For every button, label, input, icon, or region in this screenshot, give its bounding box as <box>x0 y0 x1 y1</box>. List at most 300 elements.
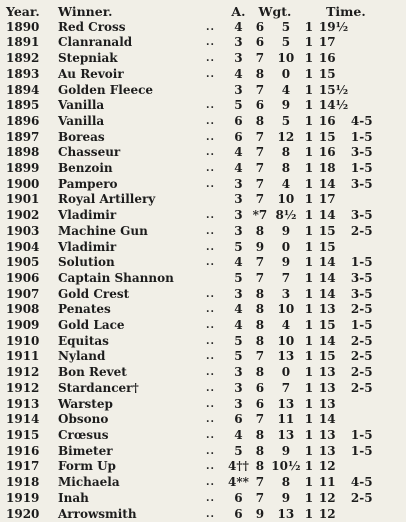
year-cell: 1910 <box>4 334 58 350</box>
time-minutes-cell: 1 <box>301 224 317 240</box>
time-minutes-cell: 1 <box>301 51 317 67</box>
time-minutes-cell: 1 <box>301 35 317 51</box>
table-row <box>4 130 391 146</box>
age-cell: 4 <box>228 145 249 161</box>
winner-cell: Red Cross <box>58 20 206 36</box>
weight-stone-cell: *7 <box>249 208 271 224</box>
year-cell: 1919 <box>4 491 58 507</box>
age-cell: 4 <box>228 67 249 83</box>
time-seconds-cell: 13 <box>317 302 351 318</box>
time-seconds-cell: 15 <box>317 349 351 365</box>
weight-pounds-cell: 4 <box>271 318 301 334</box>
year-cell: 1905 <box>4 255 58 271</box>
table-row <box>4 240 391 256</box>
winner-cell: Vanilla <box>58 114 206 130</box>
time-seconds-cell: 17 <box>317 35 351 51</box>
starting-price-cell <box>351 412 391 428</box>
weight-stone-cell: 7 <box>249 192 271 208</box>
leader-dots: .. <box>206 444 228 460</box>
winner-cell: Form Up <box>58 459 206 475</box>
weight-pounds-cell: 4 <box>271 177 301 193</box>
age-cell: 3 <box>228 208 249 224</box>
weight-pounds-cell: 13 <box>271 507 301 522</box>
weight-pounds-cell: 9 <box>271 444 301 460</box>
age-cell: 4** <box>228 475 249 491</box>
age-cell: 3 <box>228 397 249 413</box>
weight-pounds-cell: 9 <box>271 224 301 240</box>
weight-stone-cell: 7 <box>249 271 271 287</box>
starting-price-cell: 1-5 <box>351 255 391 271</box>
table-row <box>4 208 391 224</box>
leader-dots: .. <box>206 51 228 67</box>
time-minutes-cell: 1 <box>301 145 317 161</box>
leader-dots: .. <box>206 224 228 240</box>
leader-dots: .. <box>206 428 228 444</box>
time-minutes-cell: 1 <box>301 20 317 36</box>
weight-stone-cell: 8 <box>249 287 271 303</box>
weight-stone-cell: 7 <box>249 491 271 507</box>
age-cell: 3 <box>228 192 249 208</box>
weight-pounds-cell: 9 <box>271 255 301 271</box>
leader-dots: .. <box>206 318 228 334</box>
year-cell: 1895 <box>4 98 58 114</box>
time-minutes-cell: 1 <box>301 287 317 303</box>
year-cell: 1917 <box>4 459 58 475</box>
time-seconds-cell: 19½ <box>317 20 351 36</box>
time-minutes-cell: 1 <box>301 255 317 271</box>
winner-cell: Warstep <box>58 397 206 413</box>
time-seconds-cell: 11 <box>317 475 351 491</box>
time-seconds-cell: 15 <box>317 130 351 146</box>
leader-dots: .. <box>206 459 228 475</box>
weight-stone-cell: 8 <box>249 334 271 350</box>
leader-dots: .. <box>206 145 228 161</box>
time-seconds-cell: 14 <box>317 334 351 350</box>
weight-pounds-cell: 8 <box>271 475 301 491</box>
table-row <box>4 83 391 99</box>
time-minutes-cell: 1 <box>301 365 317 381</box>
table-row <box>4 428 391 444</box>
weight-stone-cell: 7 <box>249 412 271 428</box>
table-row <box>4 459 391 475</box>
starting-price-cell <box>351 397 391 413</box>
leader-dots: .. <box>206 161 228 177</box>
starting-price-cell: 4-5 <box>351 114 391 130</box>
weight-pounds-cell: 11 <box>271 412 301 428</box>
year-cell: 1903 <box>4 224 58 240</box>
year-cell: 1915 <box>4 428 58 444</box>
weight-pounds-cell: 9 <box>271 491 301 507</box>
starting-price-cell <box>351 20 391 36</box>
time-seconds-cell: 13 <box>317 444 351 460</box>
table-row <box>4 318 391 334</box>
leader-dots: .. <box>206 302 228 318</box>
starting-price-cell: 2-5 <box>351 349 391 365</box>
year-cell: 1909 <box>4 318 58 334</box>
leader-dots: .. <box>206 208 228 224</box>
age-cell: 6 <box>228 491 249 507</box>
time-minutes-cell: 1 <box>301 192 317 208</box>
table-row <box>4 334 391 350</box>
weight-stone-cell: 9 <box>249 240 271 256</box>
table-row <box>4 224 391 240</box>
time-minutes-cell: 1 <box>301 67 317 83</box>
winner-cell: Stepniak <box>58 51 206 67</box>
time-seconds-cell: 14 <box>317 208 351 224</box>
year-cell: 1912 <box>4 365 58 381</box>
table-row <box>4 192 391 208</box>
time-seconds-cell: 12 <box>317 491 351 507</box>
starting-price-cell: 4-5 <box>351 475 391 491</box>
age-cell: 6 <box>228 114 249 130</box>
weight-stone-cell: 6 <box>249 98 271 114</box>
winner-cell: Obsono <box>58 412 206 428</box>
age-cell: 5 <box>228 98 249 114</box>
age-cell: 5 <box>228 349 249 365</box>
winner-cell: Machine Gun <box>58 224 206 240</box>
year-cell: 1890 <box>4 20 58 36</box>
winner-cell: Solution <box>58 255 206 271</box>
weight-pounds-cell: 3 <box>271 287 301 303</box>
time-minutes-cell: 1 <box>301 177 317 193</box>
weight-header: Wgt. <box>249 4 301 20</box>
age-cell: 5 <box>228 271 249 287</box>
time-seconds-cell: 15 <box>317 240 351 256</box>
year-cell: 1916 <box>4 444 58 460</box>
age-cell: 4 <box>228 161 249 177</box>
table-row <box>4 507 391 522</box>
winner-cell: Michaela <box>58 475 206 491</box>
winner-cell: Clanranald <box>58 35 206 51</box>
starting-price-cell: 3-5 <box>351 287 391 303</box>
table-row <box>4 161 391 177</box>
weight-pounds-cell: 10 <box>271 334 301 350</box>
weight-stone-cell: 8 <box>249 67 271 83</box>
year-cell: 1914 <box>4 412 58 428</box>
table-row <box>4 271 391 287</box>
weight-stone-cell: 8 <box>249 459 271 475</box>
starting-price-cell: 2-5 <box>351 334 391 350</box>
time-minutes-cell: 1 <box>301 240 317 256</box>
starting-price-cell: 1-5 <box>351 130 391 146</box>
weight-pounds-cell: 13 <box>271 349 301 365</box>
table-row <box>4 98 391 114</box>
weight-pounds-cell: 8 <box>271 145 301 161</box>
time-seconds-cell: 18 <box>317 161 351 177</box>
leader-dots: .. <box>206 397 228 413</box>
weight-stone-cell: 8 <box>249 114 271 130</box>
leader-dots: .. <box>206 255 228 271</box>
leader-dots: .. <box>206 349 228 365</box>
weight-pounds-cell: 9 <box>271 98 301 114</box>
time-minutes-cell: 1 <box>301 114 317 130</box>
starting-price-cell: 1-5 <box>351 318 391 334</box>
table-row <box>4 255 391 271</box>
weight-stone-cell: 6 <box>249 397 271 413</box>
age-cell: 4 <box>228 255 249 271</box>
age-cell: 3 <box>228 177 249 193</box>
year-cell: 1920 <box>4 507 58 522</box>
winner-cell: Bimeter <box>58 444 206 460</box>
year-cell: 1897 <box>4 130 58 146</box>
starting-price-cell: 1-5 <box>351 444 391 460</box>
age-cell: 4 <box>228 428 249 444</box>
weight-pounds-cell: 5 <box>271 35 301 51</box>
year-cell: 1908 <box>4 302 58 318</box>
weight-pounds-cell: 5 <box>271 114 301 130</box>
leader-dots: .. <box>206 67 228 83</box>
time-minutes-cell: 1 <box>301 318 317 334</box>
year-cell: 1900 <box>4 177 58 193</box>
weight-stone-cell: 8 <box>249 302 271 318</box>
winner-cell: Stardancer† <box>58 381 206 397</box>
year-cell: 1902 <box>4 208 58 224</box>
starting-price-cell: 1-5 <box>351 428 391 444</box>
time-seconds-cell: 13 <box>317 381 351 397</box>
header-row <box>4 4 391 20</box>
time-seconds-cell: 17 <box>317 192 351 208</box>
time-seconds-cell: 15 <box>317 318 351 334</box>
time-minutes-cell: 1 <box>301 161 317 177</box>
winner-cell: Chasseur <box>58 145 206 161</box>
time-minutes-cell: 1 <box>301 334 317 350</box>
weight-stone-cell: 6 <box>249 20 271 36</box>
leader-dots: .. <box>206 334 228 350</box>
time-minutes-cell: 1 <box>301 459 317 475</box>
time-seconds-cell: 14 <box>317 177 351 193</box>
time-minutes-cell: 1 <box>301 397 317 413</box>
winner-cell: Crœsus <box>58 428 206 444</box>
winner-cell: Penates <box>58 302 206 318</box>
table-row <box>4 365 391 381</box>
year-cell: 1891 <box>4 35 58 51</box>
age-cell: 3 <box>228 365 249 381</box>
table-row <box>4 302 391 318</box>
winner-cell: Golden Fleece <box>58 83 206 99</box>
year-cell: 1896 <box>4 114 58 130</box>
winner-cell: Au Revoir <box>58 67 206 83</box>
weight-pounds-cell: 10 <box>271 51 301 67</box>
weight-stone-cell: 7 <box>249 475 271 491</box>
leader-dots: .. <box>206 287 228 303</box>
leader-dots: .. <box>206 130 228 146</box>
weight-pounds-cell: 8½ <box>271 208 301 224</box>
leader-dots <box>206 271 228 287</box>
time-minutes-cell: 1 <box>301 412 317 428</box>
weight-stone-cell: 7 <box>249 83 271 99</box>
starting-price-cell: 3-5 <box>351 208 391 224</box>
winner-cell: Benzoin <box>58 161 206 177</box>
time-seconds-cell: 14 <box>317 271 351 287</box>
dots-header <box>206 4 228 20</box>
leader-dots: .. <box>206 98 228 114</box>
time-minutes-cell: 1 <box>301 208 317 224</box>
starting-price-cell <box>351 35 391 51</box>
age-cell: 5 <box>228 240 249 256</box>
leader-dots: .. <box>206 491 228 507</box>
winner-cell: Vladimir <box>58 240 206 256</box>
winner-cell: Vladimir <box>58 208 206 224</box>
winner-cell: Gold Lace <box>58 318 206 334</box>
time-seconds-cell: 12 <box>317 459 351 475</box>
weight-stone-cell: 8 <box>249 444 271 460</box>
weight-pounds-cell: 13 <box>271 397 301 413</box>
table-row <box>4 145 391 161</box>
weight-stone-cell: 7 <box>249 161 271 177</box>
starting-price-cell <box>351 507 391 522</box>
age-cell: 3 <box>228 287 249 303</box>
time-seconds-cell: 12 <box>317 507 351 522</box>
time-minutes-cell: 1 <box>301 475 317 491</box>
age-cell: 6 <box>228 130 249 146</box>
time-minutes-cell: 1 <box>301 98 317 114</box>
leader-dots: .. <box>206 381 228 397</box>
year-cell: 1918 <box>4 475 58 491</box>
time-seconds-cell: 13 <box>317 365 351 381</box>
time-minutes-cell: 1 <box>301 444 317 460</box>
starting-price-cell <box>351 67 391 83</box>
weight-pounds-cell: 7 <box>271 271 301 287</box>
table-row <box>4 20 391 36</box>
weight-pounds-cell: 13 <box>271 428 301 444</box>
results-body <box>4 20 391 522</box>
year-cell: 1901 <box>4 192 58 208</box>
year-cell: 1898 <box>4 145 58 161</box>
starting-price-cell: 2-5 <box>351 365 391 381</box>
winner-cell: Gold Crest <box>58 287 206 303</box>
age-cell: 3 <box>228 35 249 51</box>
winner-header: Winner. <box>58 4 206 20</box>
table-row <box>4 491 391 507</box>
time-minutes-cell: 1 <box>301 349 317 365</box>
weight-stone-cell: 7 <box>249 255 271 271</box>
winner-cell: Boreas <box>58 130 206 146</box>
weight-pounds-cell: 8 <box>271 161 301 177</box>
time-minutes-cell: 1 <box>301 83 317 99</box>
winner-cell: Inah <box>58 491 206 507</box>
time-seconds-cell: 15 <box>317 224 351 240</box>
starting-price-cell <box>351 51 391 67</box>
weight-stone-cell: 8 <box>249 428 271 444</box>
starting-price-cell: 2-5 <box>351 381 391 397</box>
table-row <box>4 381 391 397</box>
table-row <box>4 287 391 303</box>
winner-cell: Arrowsmith <box>58 507 206 522</box>
age-cell: 5 <box>228 444 249 460</box>
weight-pounds-cell: 10 <box>271 192 301 208</box>
year-cell: 1893 <box>4 67 58 83</box>
age-cell: 4 <box>228 302 249 318</box>
table-row <box>4 444 391 460</box>
leader-dots: .. <box>206 20 228 36</box>
weight-pounds-cell: 0 <box>271 365 301 381</box>
time-seconds-cell: 16 <box>317 51 351 67</box>
year-header: Year. <box>4 4 58 20</box>
leader-dots: .. <box>206 114 228 130</box>
leader-dots: .. <box>206 365 228 381</box>
weight-stone-cell: 7 <box>249 51 271 67</box>
time-seconds-cell: 13 <box>317 397 351 413</box>
time-minutes-cell: 1 <box>301 381 317 397</box>
time-seconds-cell: 14½ <box>317 98 351 114</box>
year-cell: 1892 <box>4 51 58 67</box>
weight-pounds-cell: 4 <box>271 83 301 99</box>
weight-pounds-cell: 10 <box>271 302 301 318</box>
weight-stone-cell: 7 <box>249 349 271 365</box>
table-row <box>4 51 391 67</box>
time-seconds-cell: 15 <box>317 67 351 83</box>
starting-price-cell <box>351 192 391 208</box>
time-seconds-cell: 14 <box>317 412 351 428</box>
leader-dots <box>206 192 228 208</box>
starting-price-cell: 3-5 <box>351 145 391 161</box>
weight-stone-cell: 8 <box>249 365 271 381</box>
age-cell: 3 <box>228 83 249 99</box>
year-cell: 1894 <box>4 83 58 99</box>
time-seconds-cell: 16 <box>317 145 351 161</box>
starting-price-cell: 2-5 <box>351 491 391 507</box>
time-minutes-cell: 1 <box>301 428 317 444</box>
weight-stone-cell: 8 <box>249 318 271 334</box>
weight-stone-cell: 8 <box>249 224 271 240</box>
time-minutes-cell: 1 <box>301 491 317 507</box>
weight-stone-cell: 6 <box>249 381 271 397</box>
weight-stone-cell: 9 <box>249 507 271 522</box>
age-cell: 6 <box>228 412 249 428</box>
weight-pounds-cell: 12 <box>271 130 301 146</box>
year-cell: 1913 <box>4 397 58 413</box>
starting-price-cell <box>351 240 391 256</box>
table-row <box>4 412 391 428</box>
starting-price-cell <box>351 98 391 114</box>
age-cell: 4 <box>228 318 249 334</box>
starting-price-cell: 1-5 <box>351 161 391 177</box>
starting-price-cell <box>351 459 391 475</box>
winner-cell: Nyland <box>58 349 206 365</box>
weight-pounds-cell: 5 <box>271 20 301 36</box>
year-cell: 1912 <box>4 381 58 397</box>
starting-price-cell: 2-5 <box>351 302 391 318</box>
time-minutes-cell: 1 <box>301 130 317 146</box>
age-header: A. <box>228 4 249 20</box>
weight-pounds-cell: 7 <box>271 381 301 397</box>
starting-price-cell: 2-5 <box>351 224 391 240</box>
table-row <box>4 114 391 130</box>
year-cell: 1904 <box>4 240 58 256</box>
winner-cell: Pampero <box>58 177 206 193</box>
age-cell: 6 <box>228 507 249 522</box>
age-cell: 4†† <box>228 459 249 475</box>
starting-price-cell: 3-5 <box>351 271 391 287</box>
winner-cell: Equitas <box>58 334 206 350</box>
winner-cell: Royal Artillery <box>58 192 206 208</box>
winner-cell: Vanilla <box>58 98 206 114</box>
year-cell: 1906 <box>4 271 58 287</box>
age-cell: 3 <box>228 224 249 240</box>
results-table <box>4 4 391 522</box>
winner-cell: Bon Revet <box>58 365 206 381</box>
weight-stone-cell: 7 <box>249 130 271 146</box>
age-cell: 5 <box>228 334 249 350</box>
table-row <box>4 397 391 413</box>
weight-stone-cell: 7 <box>249 177 271 193</box>
time-minutes-cell: 1 <box>301 507 317 522</box>
leader-dots: .. <box>206 177 228 193</box>
winner-cell: Captain Shannon <box>58 271 206 287</box>
leader-dots: .. <box>206 475 228 491</box>
time-seconds-cell: 13 <box>317 428 351 444</box>
leader-dots: .. <box>206 412 228 428</box>
